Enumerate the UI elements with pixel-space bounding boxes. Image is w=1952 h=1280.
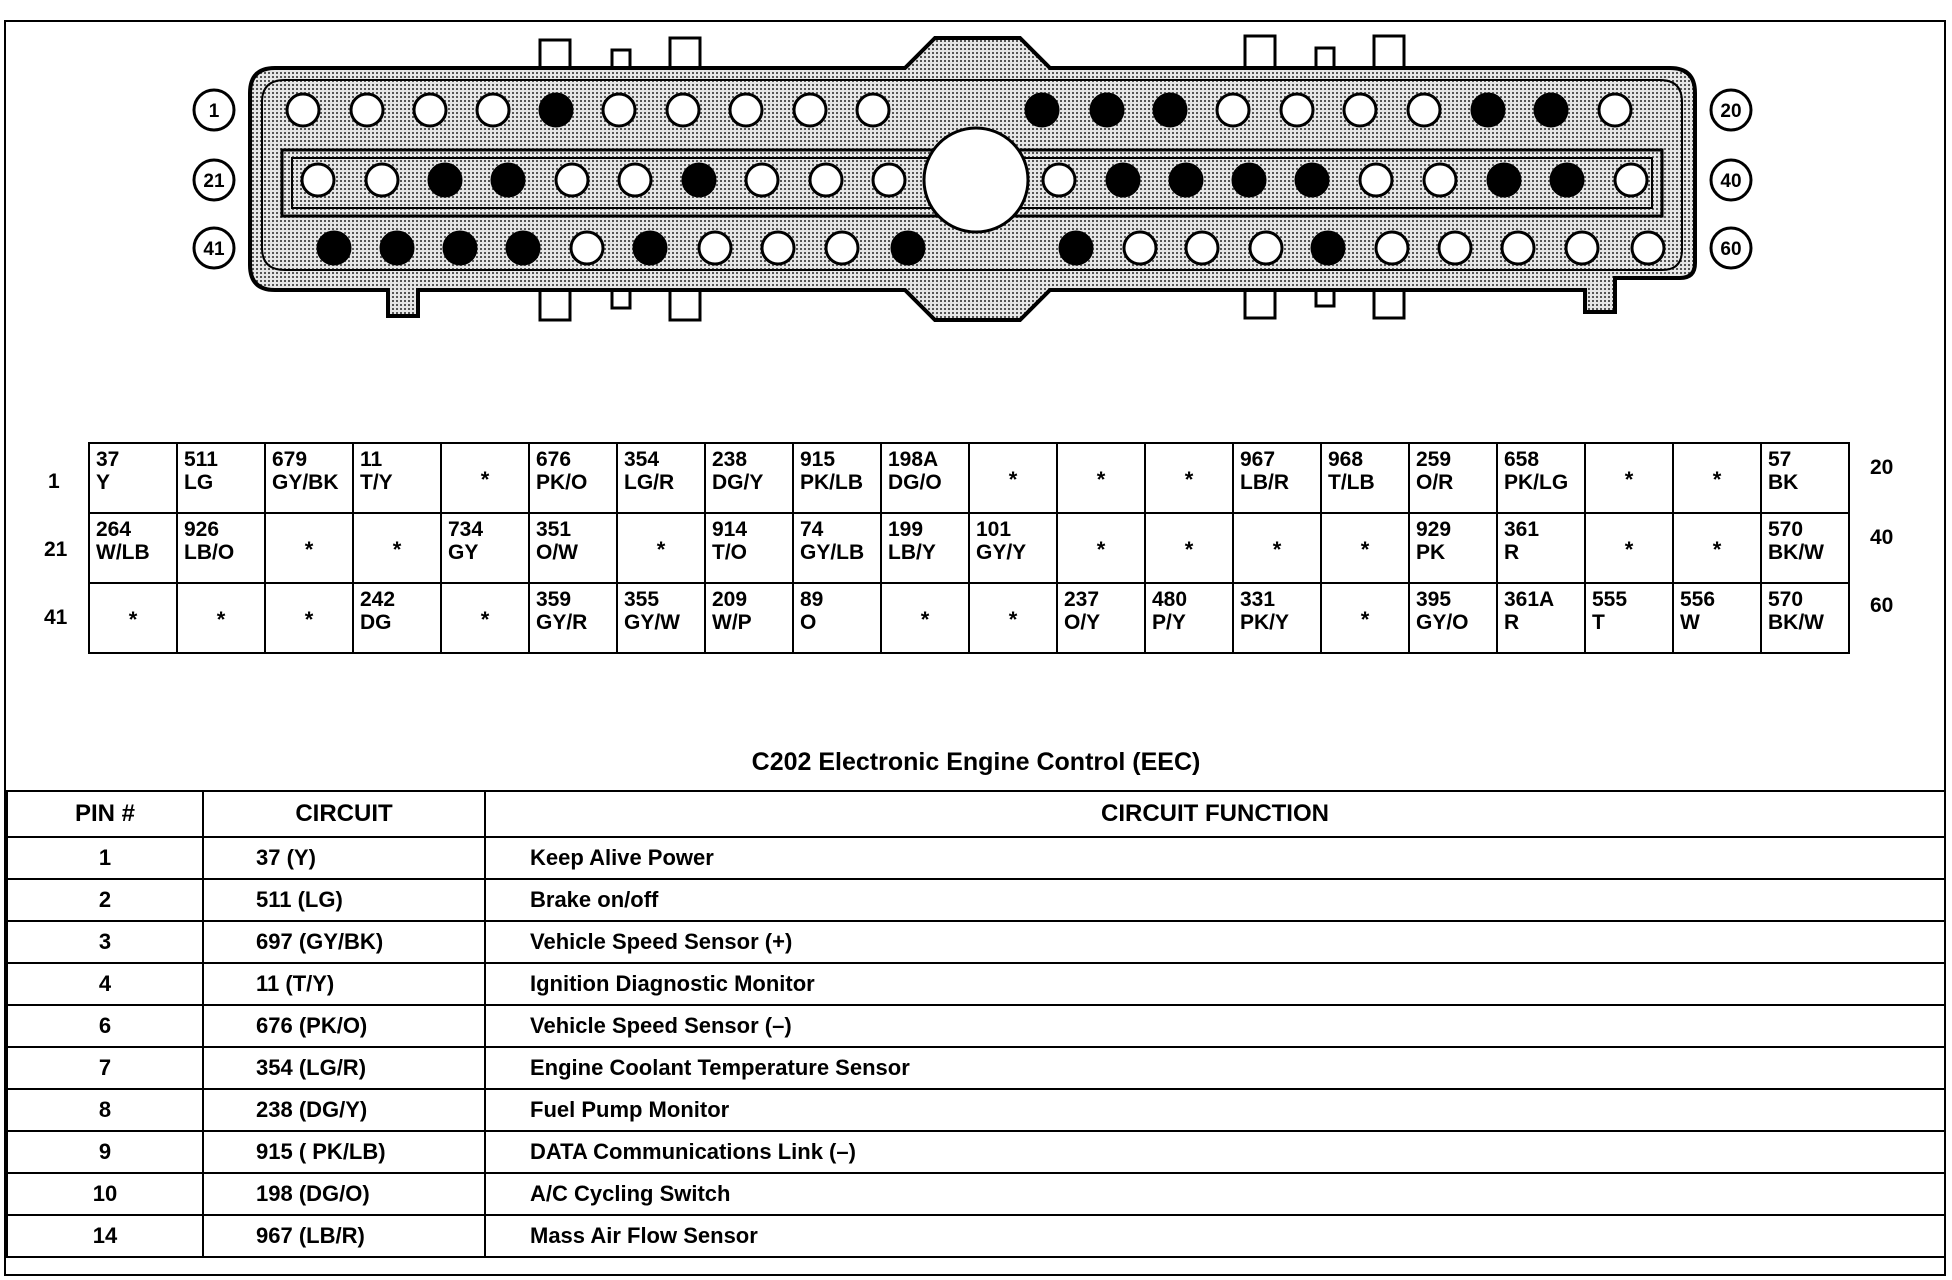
connector-pin xyxy=(826,232,858,264)
circuit-number: 11 xyxy=(360,448,383,471)
center-bolt xyxy=(924,128,1028,232)
pin-cell xyxy=(177,513,265,583)
pin-cell xyxy=(265,443,353,513)
function-cell: Ignition Diagnostic Monitor xyxy=(485,963,1945,1005)
pin-cell: * xyxy=(881,583,969,653)
pin-cell xyxy=(881,443,969,513)
connector-pin xyxy=(1060,232,1092,264)
table-row xyxy=(7,1005,1945,1047)
wire-color: BK/W xyxy=(1768,611,1824,634)
circuit-number: 237 xyxy=(1064,588,1100,611)
circuit-number: 679 xyxy=(272,448,308,471)
connector-pin xyxy=(1296,164,1328,196)
connector-pin xyxy=(1154,94,1186,126)
pin-number-cell: 10 xyxy=(7,1173,203,1215)
connector-pin xyxy=(794,94,826,126)
function-cell: Vehicle Speed Sensor (+) xyxy=(485,921,1945,963)
header-pin: PIN # xyxy=(7,791,203,837)
circuit-number: 676 xyxy=(536,448,572,471)
wire-color: R xyxy=(1504,541,1520,564)
circuit-number: 199 xyxy=(888,518,924,541)
circuit-number: 395 xyxy=(1416,588,1452,611)
connector-pin xyxy=(1488,164,1520,196)
circuit-number: 242 xyxy=(360,588,396,611)
pin-cell xyxy=(617,583,705,653)
wire-color: PK xyxy=(1416,541,1446,564)
pin-cell: * xyxy=(1673,513,1761,583)
pin-cell xyxy=(1321,443,1409,513)
connector-pin xyxy=(1124,232,1156,264)
wire-color: DG xyxy=(360,611,392,634)
circuit-number: 968 xyxy=(1328,448,1364,471)
pin-cell: * xyxy=(1585,513,1673,583)
latch-tab xyxy=(540,288,570,320)
table-header-row xyxy=(7,791,1945,837)
wire-color: GY/LB xyxy=(800,541,865,564)
table-row xyxy=(7,1089,1945,1131)
connector-pin xyxy=(1233,164,1265,196)
pin-cell xyxy=(617,443,705,513)
circuit-cell: 915 ( PK/LB) xyxy=(203,1131,485,1173)
pin-cell xyxy=(881,513,969,583)
pin-cell xyxy=(1233,443,1321,513)
pin-cell xyxy=(177,443,265,513)
pin-cell xyxy=(89,513,177,583)
pin-grid-row xyxy=(89,513,1849,583)
circuit-cell: 198 (DG/O) xyxy=(203,1173,485,1215)
connector-pin xyxy=(699,232,731,264)
connector-pin xyxy=(366,164,398,196)
pin-cell: * xyxy=(1321,583,1409,653)
circuit-number: 480 xyxy=(1152,588,1188,611)
circuit-cell: 354 (LG/R) xyxy=(203,1047,485,1089)
pin-cell xyxy=(1145,583,1233,653)
connector-pin xyxy=(667,94,699,126)
pin-number-cell: 6 xyxy=(7,1005,203,1047)
pin-cell: * xyxy=(1145,443,1233,513)
connector-pin xyxy=(1091,94,1123,126)
pin-number-cell: 8 xyxy=(7,1089,203,1131)
pin-cell xyxy=(353,443,441,513)
pin-number-label: 21 xyxy=(203,171,225,192)
circuit-number: 929 xyxy=(1416,518,1452,541)
row-label-left-1: 1 xyxy=(48,470,60,493)
wire-color: GY xyxy=(448,541,479,564)
function-cell: Mass Air Flow Sensor xyxy=(485,1215,1945,1257)
wire-color: R xyxy=(1504,611,1520,634)
pin-cell xyxy=(1057,583,1145,653)
wire-color: T/Y xyxy=(360,471,393,494)
wire-color: LB/R xyxy=(1240,471,1289,494)
connector-pin xyxy=(571,232,603,264)
function-cell: Engine Coolant Temperature Sensor xyxy=(485,1047,1945,1089)
wire-color: LB/Y xyxy=(888,541,936,564)
function-cell: Fuel Pump Monitor xyxy=(485,1089,1945,1131)
pin-number-cell: 14 xyxy=(7,1215,203,1257)
connector-diagram xyxy=(0,0,1952,340)
wire-color: O/W xyxy=(536,541,578,564)
connector-pin xyxy=(351,94,383,126)
connector-pin xyxy=(1170,164,1202,196)
pin-cell xyxy=(1673,583,1761,653)
wire-color: T xyxy=(1592,611,1605,634)
circuit-number: 354 xyxy=(624,448,660,471)
wire-color: W/P xyxy=(712,611,752,634)
circuit-number: 967 xyxy=(1240,448,1276,471)
connector-pin xyxy=(810,164,842,196)
connector-pin xyxy=(1043,164,1075,196)
wire-color: BK/W xyxy=(1768,541,1824,564)
pin-cell xyxy=(1585,583,1673,653)
wire-color: O xyxy=(800,611,817,634)
connector-pin xyxy=(318,232,350,264)
connector-pin xyxy=(1472,94,1504,126)
latch-tab xyxy=(1245,36,1275,68)
connector-pin xyxy=(1408,94,1440,126)
connector-pin xyxy=(1217,94,1249,126)
pin-cell xyxy=(1497,443,1585,513)
connector-pin xyxy=(1312,232,1344,264)
pin-cell xyxy=(705,443,793,513)
pin-cell xyxy=(1409,443,1497,513)
connector-pin xyxy=(287,94,319,126)
connector-pin xyxy=(381,232,413,264)
connector-pin xyxy=(603,94,635,126)
function-cell: Vehicle Speed Sensor (–) xyxy=(485,1005,1945,1047)
pin-cell xyxy=(1409,513,1497,583)
circuit-number: 351 xyxy=(536,518,572,541)
connector-pin xyxy=(444,232,476,264)
wire-color: LG xyxy=(184,471,214,494)
row-label-right-40: 40 xyxy=(1870,526,1894,549)
row-label-right-20: 20 xyxy=(1870,456,1894,479)
connector-pin xyxy=(1344,94,1376,126)
wire-color: T/LB xyxy=(1328,471,1375,494)
table-row xyxy=(7,1215,1945,1257)
pin-cell xyxy=(793,513,881,583)
circuit-number: 198A xyxy=(888,448,939,471)
circuit-number: 914 xyxy=(712,518,748,541)
pin-number-cell: 9 xyxy=(7,1131,203,1173)
circuit-number: 209 xyxy=(712,588,748,611)
wire-color: PK/O xyxy=(536,471,588,494)
wire-color: O/R xyxy=(1416,471,1454,494)
pin-number-cell: 2 xyxy=(7,879,203,921)
connector-pin xyxy=(730,94,762,126)
wire-color: GY/R xyxy=(536,611,588,634)
pin-cell xyxy=(529,583,617,653)
pin-cell xyxy=(1497,583,1585,653)
header-circuit: CIRCUIT xyxy=(203,791,485,837)
pin-grid-row xyxy=(89,583,1849,653)
pin-cell xyxy=(441,513,529,583)
connector-pin xyxy=(857,94,889,126)
connector-pin xyxy=(746,164,778,196)
table-row xyxy=(7,963,1945,1005)
connector-pin xyxy=(507,232,539,264)
function-cell: A/C Cycling Switch xyxy=(485,1173,1945,1215)
circuit-number: 361 xyxy=(1504,518,1540,541)
circuit-cell: 697 (GY/BK) xyxy=(203,921,485,963)
pin-number-label: 20 xyxy=(1720,101,1742,122)
circuit-cell: 511 (LG) xyxy=(203,879,485,921)
wire-color: GY/W xyxy=(624,611,680,634)
wire-color: O/Y xyxy=(1064,611,1101,634)
circuit-number: 37 xyxy=(96,448,120,471)
connector-pin xyxy=(302,164,334,196)
connector-pin xyxy=(540,94,572,126)
circuit-number: 101 xyxy=(976,518,1012,541)
connector-caption: C202 Electronic Engine Control (EEC) xyxy=(751,748,1201,776)
pin-cell: * xyxy=(969,443,1057,513)
table-row xyxy=(7,1131,1945,1173)
connector-pin xyxy=(683,164,715,196)
pin-grid-row xyxy=(89,443,1849,513)
connector-pin xyxy=(873,164,905,196)
row-label-right-60: 60 xyxy=(1870,594,1894,617)
circuit-number: 264 xyxy=(96,518,132,541)
connector-pin xyxy=(1551,164,1583,196)
circuit-number: 355 xyxy=(624,588,660,611)
circuit-number: 570 xyxy=(1768,588,1804,611)
pin-number-cell: 1 xyxy=(7,837,203,879)
wire-color: PK/LG xyxy=(1504,471,1569,494)
connector-pin xyxy=(1186,232,1218,264)
table-row xyxy=(7,921,1945,963)
circuit-cell: 967 (LB/R) xyxy=(203,1215,485,1257)
circuit-cell: 11 (T/Y) xyxy=(203,963,485,1005)
pin-cell xyxy=(529,513,617,583)
pin-cell: * xyxy=(89,583,177,653)
header-function: CIRCUIT FUNCTION xyxy=(485,791,1945,837)
pin-cell xyxy=(793,583,881,653)
function-cell: Keep Alive Power xyxy=(485,837,1945,879)
table-row xyxy=(7,879,1945,921)
circuit-number: 915 xyxy=(800,448,836,471)
pin-cell: * xyxy=(1233,513,1321,583)
circuit-number: 511 xyxy=(184,448,218,471)
pin-cell xyxy=(705,513,793,583)
pin-cell xyxy=(1761,583,1849,653)
wire-color: GY/Y xyxy=(976,541,1027,564)
wire-color: P/Y xyxy=(1152,611,1186,634)
connector-pin xyxy=(619,164,651,196)
pin-cell: * xyxy=(441,583,529,653)
connector-pin xyxy=(477,94,509,126)
connector-body xyxy=(250,36,1695,320)
pin-cell: * xyxy=(1057,443,1145,513)
pin-cell xyxy=(1233,583,1321,653)
connector-pin xyxy=(1439,232,1471,264)
wire-color: GY/O xyxy=(1416,611,1469,634)
latch-tab xyxy=(1374,288,1404,318)
circuit-cell: 238 (DG/Y) xyxy=(203,1089,485,1131)
pin-cell xyxy=(89,443,177,513)
connector-pin xyxy=(429,164,461,196)
pin-number-cell: 4 xyxy=(7,963,203,1005)
wire-color: DG/O xyxy=(888,471,942,494)
pin-cell xyxy=(1497,513,1585,583)
latch-tab xyxy=(612,290,630,308)
latch-tab xyxy=(670,38,700,68)
function-cell: DATA Communications Link (–) xyxy=(485,1131,1945,1173)
pin-cell: * xyxy=(265,583,353,653)
table-row xyxy=(7,837,1945,879)
latch-tab xyxy=(540,40,570,68)
circuit-cell: 37 (Y) xyxy=(203,837,485,879)
pin-cell: * xyxy=(441,443,529,513)
pin-cell: * xyxy=(177,583,265,653)
pin-cell: * xyxy=(1057,513,1145,583)
row-label-left-41: 41 xyxy=(44,606,68,629)
row-label-left-21: 21 xyxy=(44,538,68,561)
connector-pin xyxy=(1250,232,1282,264)
pin-cell xyxy=(969,513,1057,583)
wire-color: BK xyxy=(1768,471,1799,494)
circuit-number: 57 xyxy=(1768,448,1792,471)
circuit-number: 331 xyxy=(1240,588,1276,611)
circuit-number: 555 xyxy=(1592,588,1628,611)
latch-tab xyxy=(612,50,630,68)
circuit-number: 734 xyxy=(448,518,484,541)
pin-cell: * xyxy=(969,583,1057,653)
function-cell: Brake on/off xyxy=(485,879,1945,921)
table-row xyxy=(7,1173,1945,1215)
circuit-number: 361A xyxy=(1504,588,1555,611)
connector-pin xyxy=(1424,164,1456,196)
pin-cell xyxy=(793,443,881,513)
pin-cell xyxy=(353,583,441,653)
circuit-function-table xyxy=(6,790,1946,1258)
connector-pin xyxy=(1632,232,1664,264)
circuit-number: 926 xyxy=(184,518,220,541)
connector-pin xyxy=(1535,94,1567,126)
pin-cell: * xyxy=(1321,513,1409,583)
connector-pin xyxy=(892,232,924,264)
pin-grid xyxy=(88,442,1850,654)
pin-number-cell: 7 xyxy=(7,1047,203,1089)
connector-pin xyxy=(1566,232,1598,264)
latch-tab xyxy=(1316,290,1334,306)
latch-tab xyxy=(670,288,700,320)
connector-pin xyxy=(1599,94,1631,126)
wire-color: DG/Y xyxy=(712,471,764,494)
pin-cell xyxy=(529,443,617,513)
connector-pin xyxy=(1107,164,1139,196)
connector-pin xyxy=(1360,164,1392,196)
connector-pin xyxy=(1376,232,1408,264)
latch-tab xyxy=(1374,36,1404,68)
pin-number-label: 60 xyxy=(1720,239,1742,260)
circuit-number: 359 xyxy=(536,588,572,611)
pin-number-cell: 3 xyxy=(7,921,203,963)
connector-pin xyxy=(1502,232,1534,264)
circuit-cell: 676 (PK/O) xyxy=(203,1005,485,1047)
wire-color: LG/R xyxy=(624,471,675,494)
connector-pin xyxy=(492,164,524,196)
latch-tab xyxy=(1316,48,1334,68)
wire-color: W/LB xyxy=(96,541,150,564)
circuit-number: 74 xyxy=(800,518,824,541)
pin-number-label: 41 xyxy=(203,239,225,260)
pin-cell xyxy=(705,583,793,653)
latch-tab xyxy=(1245,288,1275,318)
connector-pin xyxy=(414,94,446,126)
pin-cell xyxy=(1761,513,1849,583)
pin-number-label: 1 xyxy=(208,101,220,122)
wire-color: PK/LB xyxy=(800,471,863,494)
circuit-number: 259 xyxy=(1416,448,1452,471)
pin-cell: * xyxy=(1145,513,1233,583)
circuit-number: 570 xyxy=(1768,518,1804,541)
connector-pin xyxy=(1026,94,1058,126)
wire-color: W xyxy=(1680,611,1700,634)
pin-number-label: 40 xyxy=(1720,171,1742,192)
connector-pin xyxy=(762,232,794,264)
table-row xyxy=(7,1047,1945,1089)
pin-cell: * xyxy=(265,513,353,583)
wire-color: T/O xyxy=(712,541,747,564)
circuit-number: 556 xyxy=(1680,588,1716,611)
connector-pin xyxy=(634,232,666,264)
pin-cell xyxy=(1761,443,1849,513)
pin-cell: * xyxy=(1585,443,1673,513)
circuit-number: 238 xyxy=(712,448,748,471)
wire-color: GY/BK xyxy=(272,471,339,494)
pin-cell: * xyxy=(1673,443,1761,513)
connector-pin xyxy=(556,164,588,196)
connector-pin xyxy=(1615,164,1647,196)
pin-cell: * xyxy=(353,513,441,583)
circuit-number: 89 xyxy=(800,588,824,611)
pin-cell: * xyxy=(617,513,705,583)
circuit-number: 658 xyxy=(1504,448,1540,471)
wire-color: Y xyxy=(96,471,111,494)
connector-pin xyxy=(1281,94,1313,126)
pin-cell xyxy=(1409,583,1497,653)
wire-color: PK/Y xyxy=(1240,611,1290,634)
wire-color: LB/O xyxy=(184,541,235,564)
